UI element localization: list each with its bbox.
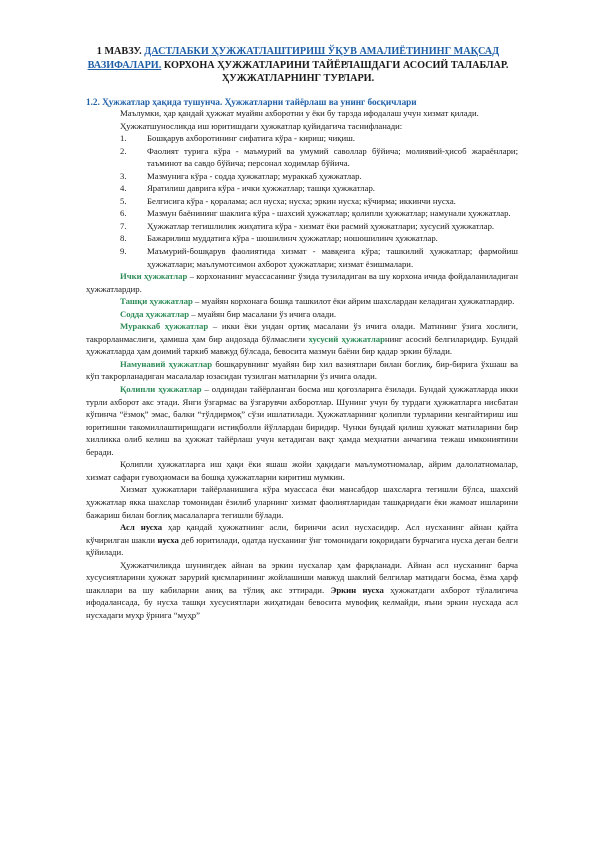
list-item: 6. Мазмун баёнининг шаклига кўра - шахсий ҳужжатлар; қолипли ҳужжатлар; намунали ҳужжатлар. [120,208,511,219]
title-part1: ДАСТЛАБКИ ҲУЖЖАТЛАШТИРИШ ЎҚУВ АМАЛИЁТИНИНГ МАҚСАД ВАЗИФАЛАРИ. [87,46,500,71]
paragraph-erkin-nusxa: Ҳужжатчиликда шунингдек айнан ва эркин нусхалар ҳам фарқланади. Айнан асл нусханинг барча хусусиятларини ҳужжат зарурий қисмларининг жойлашиши мавжуд шаклий белгилар матидаги босма, ёзма ҳарф шакллари ва шу кабиларни аниқ ва тўлиқ акс эттиради. Эркин нусха ҳужжатдаги ахборот тўлалигича ифодалансада, бу нусха ташқи хусусиятлари жиҳатидан бевосита мувофиқ келмайди, яъни эркин нусхада асл нусхадаги муҳр ўрнига “муҳр” [86,559,519,620]
paragraph-asl-nusxa: Асл нусха ҳар қандай ҳужжатнинг асли, биринчи асил нусхасидир. Асл нусханинг айнан қайта кўчирилган шакли нусха деб юритилади, одатда нусханинг ўнг томонидаги юқоридаги бурчагига нусха деган белги қўйилади. [86,522,519,558]
classification-list [86,132,518,270]
term-qolipli: Қолипли ҳужжатлар [120,384,202,395]
term-nusxa: нусха [157,534,179,545]
term-xususiy: хусусий ҳужжатлар [308,333,385,344]
paragraph-namunaviy: Намунавий ҳужжатлар бошқарувнинг муайян бир хил вазиятлари билан боғлиқ, бир-бирига ўхшаш ва кўп такрорланадиган масалалар юзасидан тузилган матнларни ўз ичига олади. [86,358,518,382]
term-namunaviy: Намунавий ҳужжатлар [120,358,213,369]
list-item: 9. Маъмурий-бошқарув фаолиятида хизмат - мавқеига кўра; ташкилий ҳужжатлар; фармойиш ҳужжатлари; маълумотсимон ахборот ҳужжатлари; хизмат ёзишмалари. [120,246,518,269]
term-sodda: Содда ҳужжатлар [120,308,190,319]
paragraph-ichki: Ички ҳужжатлар – корхонанинг муассасанинг ўзида тузиладиган ва шу корхона ичида фойдаланиладиган ҳужжатлардир. [86,271,518,294]
list-item: 1. Бошқарув ахборотининг сифатига кўра - кириш; чиқиш. [120,133,355,144]
document-body [86,107,518,621]
list-item: 3. Мазмунига кўра - содда ҳужжатлар; мураккаб ҳужжатлар. [120,170,362,181]
intro-paragraph: Маълумки, ҳар қандай ҳужжат муайян ахборотни у ёки бу тарзда ифодалаш учун хизмат қилади. [120,108,479,118]
term-erkin-nusxa: Эркин нусха [330,584,384,595]
list-item: 2. Фаолият турига кўра - маъмурий ва умумий саволлар бўйича; молиявий-ҳисоб жараёнлари; таъминот ва савдо бўйича; персонал ходимлар бўйича. [120,145,518,169]
paragraph-qolipli-2: Қолипли ҳужжатларга иш ҳақи ёки яшаш жойи ҳақидаги маълумотномалар, айрим далолатномалар, хизмат сафари гувоҳномаси ва бошқа ҳужжатларни киритиш мумкин. [86,459,518,482]
list-item: 4. Яратилиш даврига кўра - ички ҳужжатлар; ташқи ҳужжатлар. [120,183,375,194]
section-heading: 1.2. Ҳужжатлар ҳақида тушунча. Ҳужжатларни тайёрлаш ва унинг босқичлари [86,97,417,107]
paragraph-xizmat: Хизмат ҳужжатлари тайёрланишига кўра муассаса ёки мансабдор шахсларга тегишли бўлса, шахсий ҳужжатлар якка шахслар томонидан ёзилиб уларнинг хизмат фаолиятларидан ташқаридаги ёки жамоат ишларини бажариш билан боғлиқ масалаларга тегишли бўлади. [86,484,518,520]
title-part2: КОРХОНА ҲУЖЖАТЛАРИНИ ТАЙЁРЛАШДАГИ АСОСИЙ ТАЛАБЛАР. ҲУЖЖАТЛАРНИНГ ТУРЛАРИ. [163,59,509,84]
paragraph-sodda: Содда ҳужжатлар – муайян бир масалани ўз ичига олади. [120,308,337,319]
paragraph-tashqi: Ташқи ҳужжатлар – муайян корхонага бошқа ташкилот ёки айрим шахслардан келадиган ҳужжатлардир. [120,296,515,307]
classify-paragraph: Ҳужжатшуносликда иш юритишдаги ҳужжатлар қуйидагича таснифланади: [120,120,403,131]
paragraph-qolipli: Қолипли ҳужжатлар – олдиндан тайёрланган босма иш қоғозларига ёзилади. Бундай ҳужжатларда икки турли ахборот акс этади. Янги ўзгармас ва ўзгарувчи ахборотлар. Шунинг учун бу турдаги ҳужжатларга нисбатан кўпинча “ёзмоқ” эмас, балки “тўлдирмоқ” сўзи ишлатилади. Ҳужжатларнинг қолипли турларини кенгайтириш иш юритишни такомиллаштиришдаги истиқболли йўллардан биридир. Чунки бундай қилиш ҳужжат матнларини бир хилликка олиб келиш ва ҳужжат тайёрлаш учун кетадиган вақт ҳамда меҳнатни анчагина тежаш имкониятини беради. [86,384,518,457]
term-tashqi: Ташқи ҳужжатлар [120,296,193,307]
title-number: 1 МАВЗУ. [96,46,142,57]
term-asl-nusxa: Асл нусха [120,522,163,533]
list-item: 8. Бажарилиш муддатига кўра - шошилинч ҳужжатлар; ношошилинч ҳужжатлар. [120,233,438,244]
paragraph-murakkab: Мураккаб ҳужжатлар – икки ёки ундан ортиқ масалани ўз ичига олади. Матннинг ўзига хослиги, такрорланмаслиги, ҳамиша ҳам бир андозада бўлмаслиги хусусий ҳужжатларнинг асосий белгиларидир. Бундай ҳужжатларда ҳам доимий таркиб мавжуд бўлсада, бевосита мазмун баёни бир қадар эркин бўлади. [86,321,518,357]
term-murakkab: Мураккаб ҳужжатлар [120,321,209,332]
term-ichki: Ички ҳужжатлар [120,271,188,282]
list-item: 7. Ҳужжатлар тегишлилик жиҳатига кўра - хизмат ёки расмий ҳужжатлари; хусусий ҳужжатлар. [120,220,495,231]
list-item: 5. Белгисига кўра - қоралама; асл нусха; нусха; эркин нусха; кўчирма; иккинчи нусха. [120,195,456,206]
page-title [80,45,516,86]
